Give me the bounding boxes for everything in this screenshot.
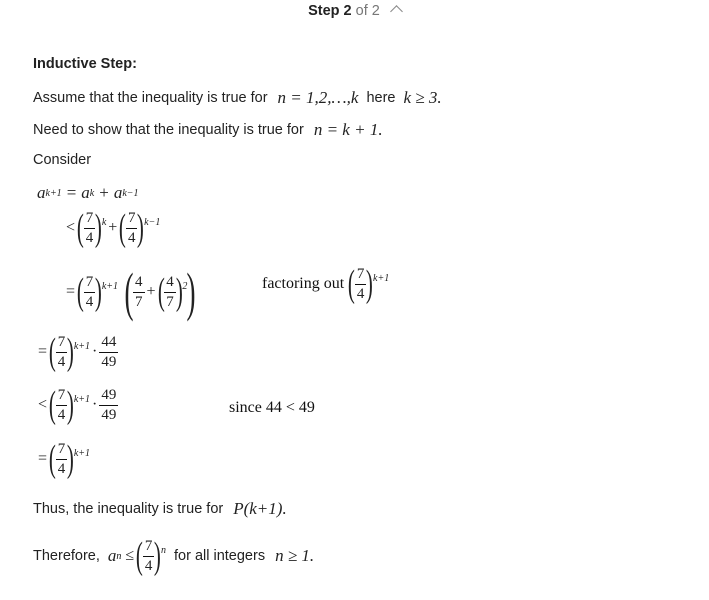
le-symbol: ≤: [125, 547, 135, 564]
fraction-4-7: $\frac{4}{7}$: [166, 273, 174, 310]
fraction-7-4: $\frac{7}{4}$: [57, 333, 66, 370]
factored-line: = ( $\frac{7}{4}$ ) k+1 ( $\frac{4}{7}$ + ( $\frac{4}{7}$ ) 2 ): [66, 262, 196, 322]
dot-symbol: ·: [92, 396, 98, 413]
step-count: of 2: [355, 3, 380, 19]
recurrence-lhs-sub: k+1: [45, 187, 62, 199]
recurrence-eq: =: [66, 183, 77, 202]
step-44-49: = ( $\frac{7}{4}$ ) k+1 · $\frac{44}{49}$: [38, 331, 117, 373]
fraction-7-4: $\frac{7}{4}$: [85, 273, 94, 310]
plus-symbol: +: [108, 219, 118, 236]
recurrence-line: [37, 183, 139, 203]
thus-line: [33, 499, 287, 519]
eq-symbol: =: [66, 283, 76, 300]
step-label: Step 2: [308, 3, 352, 19]
fraction-4-7: $\frac{4}{7}$: [135, 273, 143, 310]
fraction-7-4: $\frac{7}{4}$: [57, 386, 66, 423]
need-line: [33, 120, 383, 140]
exponent-k-minus-1: k−1: [144, 216, 161, 228]
exponent-k: k: [101, 216, 107, 228]
lt-symbol: <: [38, 396, 48, 413]
dot-symbol: ·: [92, 343, 98, 360]
need-math: n = k + 1.: [313, 120, 383, 139]
since-note: since 44 < 49: [229, 399, 315, 416]
factoring-note: factoring out ( $\frac{7}{4}$ ) k+1: [262, 263, 390, 305]
thus-math: P(k+1).: [233, 499, 287, 518]
here-math: k ≥ 3.: [403, 88, 442, 107]
exponent-k-plus-1: k+1: [73, 447, 91, 459]
assume-math: n = 1,2,…,k: [277, 88, 359, 107]
recurrence-t2-sub: k−1: [122, 187, 139, 199]
recurrence-lhs: a: [37, 183, 46, 202]
fraction-7-4: $\frac{7}{4}$: [127, 209, 136, 246]
therefore-a: a: [107, 546, 117, 565]
fraction-7-4: $\frac{7}{4}$: [85, 209, 94, 246]
consider-text: Consider: [33, 152, 92, 168]
eq-symbol: =: [38, 343, 48, 360]
fraction-44-49: $\frac{44}{49}$: [101, 333, 117, 370]
assume-line: [33, 88, 442, 108]
fraction-7-4: $\frac{7}{4}$: [144, 537, 153, 574]
eq-symbol: =: [38, 450, 48, 467]
lt-symbol: <: [66, 219, 76, 236]
bound-line: < ( $\frac{7}{4}$ ) k + ( $\frac{7}{4}$ ) k−1: [66, 207, 161, 249]
assume-text: Assume that the inequality is true for: [33, 90, 268, 106]
need-text: Need to show that the inequality is true for: [33, 122, 304, 138]
here-text: here: [366, 90, 396, 106]
step-header[interactable]: [0, 3, 709, 19]
inductive-step-heading: Inductive Step:: [33, 56, 137, 72]
exponent-k-plus-1: k+1: [73, 393, 91, 405]
fraction-7-4: $\frac{7}{4}$: [57, 440, 66, 477]
for-all-text: for all integers: [174, 548, 266, 564]
plus-symbol: +: [146, 283, 156, 300]
recurrence-plus: +: [99, 183, 109, 202]
exponent-k-plus-1: k+1: [101, 280, 119, 292]
therefore-sub: n: [116, 550, 122, 562]
final-equality: = ( $\frac{7}{4}$ ) k+1: [38, 438, 91, 480]
recurrence-t1-sub: k: [89, 187, 95, 199]
exponent-k-plus-1: k+1: [373, 272, 390, 284]
fraction-7-4: $\frac{7}{4}$: [356, 265, 365, 302]
chevron-up-icon[interactable]: [390, 5, 403, 18]
recurrence-t2: a: [113, 183, 123, 202]
thus-text: Thus, the inequality is true for: [33, 501, 224, 517]
recurrence-t1: a: [81, 183, 90, 202]
for-all-math: n ≥ 1.: [275, 546, 315, 565]
step-49-49: < ( $\frac{7}{4}$ ) k+1 · $\frac{49}{49}$: [38, 384, 117, 426]
exponent-2: 2: [182, 280, 188, 292]
exponent-n: n: [161, 544, 166, 556]
therefore-text: Therefore,: [33, 548, 100, 564]
fraction-49-49: $\frac{49}{49}$: [101, 386, 117, 423]
therefore-line: Therefore, a n ≤ ( $\frac{7}{4}$ ) n for all integers n ≥ 1.: [33, 535, 315, 577]
exponent-k-plus-1: k+1: [73, 340, 91, 352]
factoring-note-text: factoring out: [262, 275, 345, 292]
